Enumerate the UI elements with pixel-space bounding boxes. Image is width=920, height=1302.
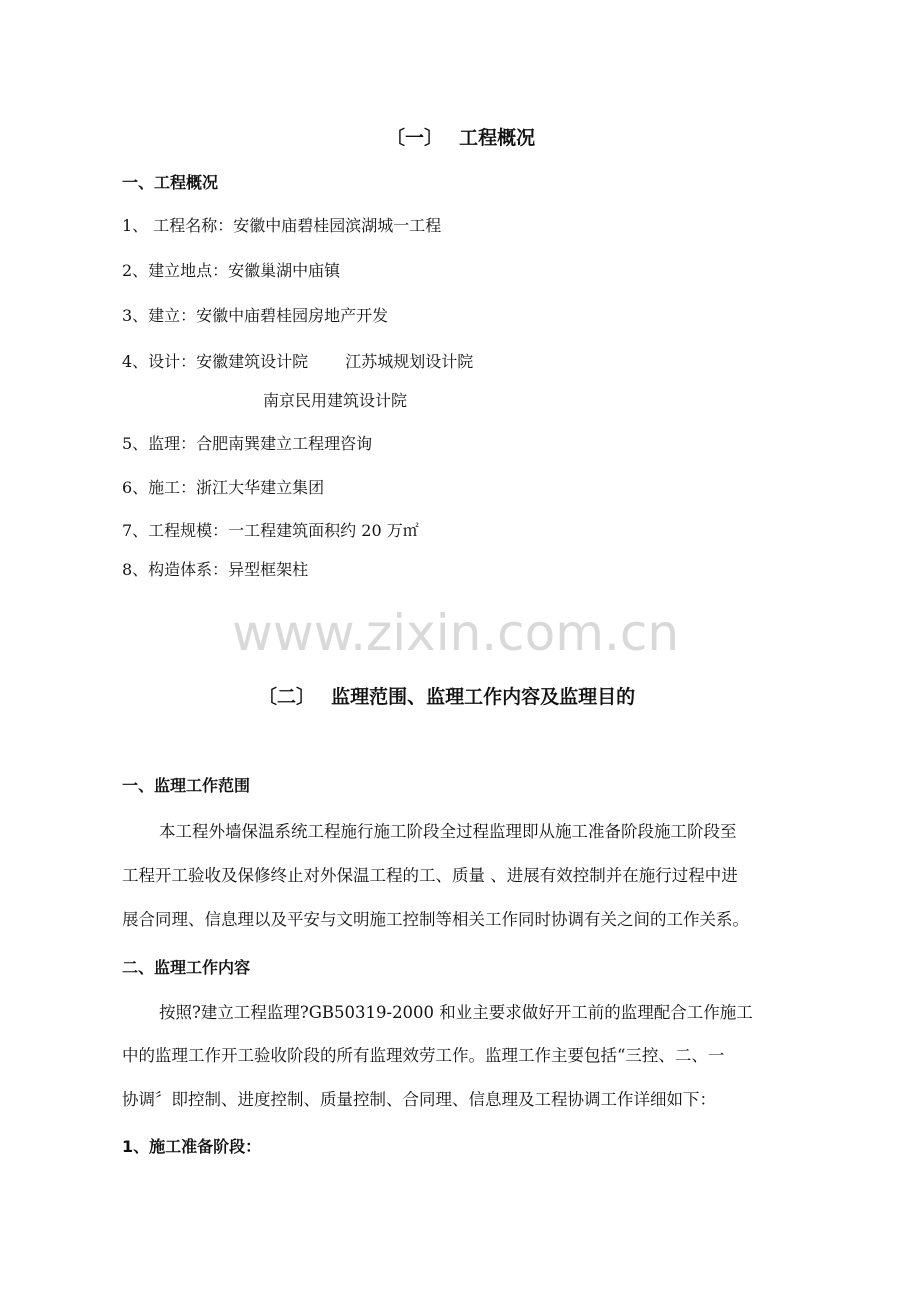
prep-stage-heading: 1、施工准备阶段： xyxy=(122,1137,262,1156)
watermark-text: www.zixin.com.cn xyxy=(232,604,680,662)
content-para-line-2: 中的监理工作开工验收阶段的所有监理效劳工作。监理工作主要包括“三控、二、一 xyxy=(122,1046,725,1065)
overview-item-location: 2、建立地点：安徽巢湖中庙镇 xyxy=(122,261,341,280)
content-para-line-1: 按照?建立工程监理?GB50319-2000 和业主要求做好开工前的监理配合工作施工 xyxy=(159,1003,753,1022)
scope-heading: 一、监理工作范围 xyxy=(122,776,251,795)
overview-item-developer: 3、建立：安徽中庙碧桂园房地产开发 xyxy=(122,306,389,325)
section2-title: 〔二〕 监理范围、监理工作内容及监理目的 xyxy=(258,686,636,708)
scope-para-line-2: 工程开工验收及保修终止对外保温工程的工、质量 、进展有效控制并在施行过程中进 xyxy=(122,866,738,885)
overview-item-scale: 7、工程规模：一工程建筑面积约 20 万㎡ xyxy=(122,521,419,540)
overview-item-design: 4、设计：安徽建筑设计院 江苏城规划设计院 xyxy=(122,352,474,371)
overview-item-name: 1、 工程名称：安徽中庙碧桂园滨湖城一工程 xyxy=(122,216,442,235)
overview-item-supervisor: 5、监理：合肥南巽建立工程理咨询 xyxy=(122,434,373,453)
content-para-line-3: 协调〞即控制、进度控制、质量控制、合同理、信息理及工程协调工作详细如下： xyxy=(122,1090,716,1109)
overview-item-construction: 6、施工：浙江大华建立集团 xyxy=(122,478,325,497)
scope-para-line-3: 展合同理、信息理以及平安与文明施工控制等相关工作同时协调有关之间的工作关系。 xyxy=(122,910,749,929)
section1-title: 〔一〕 工程概况 xyxy=(386,127,536,149)
overview-item-design-cont: 南京民用建筑设计院 xyxy=(263,391,408,410)
overview-item-structure: 8、构造体系：异型框架柱 xyxy=(122,560,309,579)
section1-heading: 一、工程概况 xyxy=(122,173,219,192)
scope-para-line-1: 本工程外墙保温系统工程施行施工阶段全过程监理即从施工准备阶段施工阶段至 xyxy=(159,822,737,841)
content-heading: 二、监理工作内容 xyxy=(122,958,251,977)
